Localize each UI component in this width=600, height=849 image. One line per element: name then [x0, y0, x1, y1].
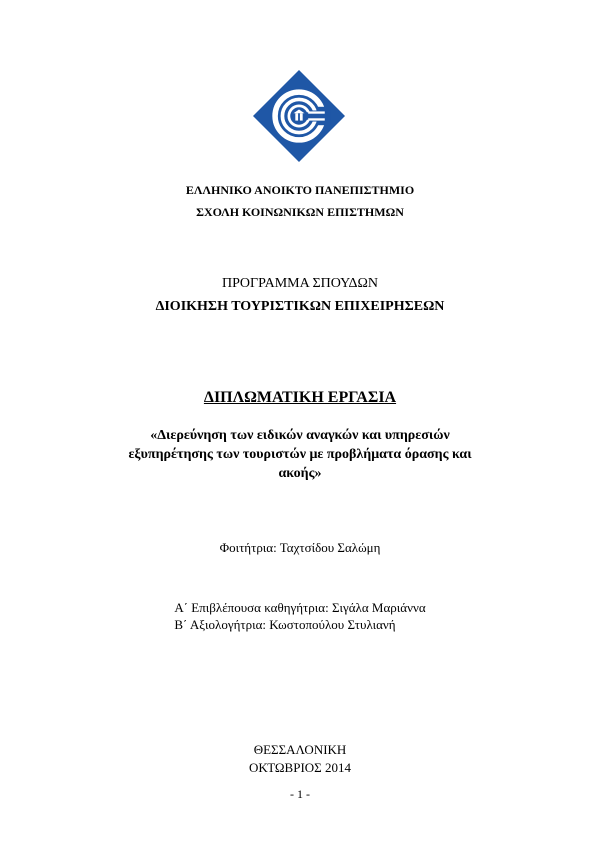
school-name: ΣΧΟΛΗ ΚΟΙΝΩΝΙΚΩΝ ΕΠΙΣΤΗΜΩΝ	[196, 205, 404, 219]
program-name: ΔΙΟΙΚΗΣΗ ΤΟΥΡΙΣΤΙΚΩΝ ΕΠΙΧΕΙΡΗΣΕΩΝ	[155, 299, 445, 314]
university-name: ΕΛΛΗΝΙΚΟ ΑΝΟΙΚΤΟ ΠΑΝΕΠΙΣΤΗΜΙΟ	[185, 183, 415, 197]
program-label: ΠΡΟΓΡΑΜΜΑ ΣΠΟΥΔΩΝ	[221, 276, 378, 291]
thesis-title-line-1: «Διερεύνηση των ειδικών αναγκών και υπηρεσιών	[150, 428, 450, 443]
thesis-title-line-2: εξυπηρέτησης των τουριστών με προβλήματα όρασης και	[128, 447, 472, 462]
thesis-title-line-3: ακοής»	[278, 466, 322, 481]
page-number: - 1 -	[290, 787, 310, 801]
committee-block	[0, 599, 600, 634]
examiner: Β΄ Αξιολογήτρια: Κωστοπούλου Στυλιανή	[174, 617, 396, 632]
university-emblem-icon	[253, 70, 345, 162]
supervisor: Α΄ Επιβλέπουσα καθηγήτρια: Σιγάλα Μαριάννα	[174, 600, 426, 615]
city: ΘΕΣΣΑΛΟΝΙΚΗ	[253, 742, 347, 757]
thesis-label: ΔΙΠΛΩΜΑΤΙΚΗ ΕΡΓΑΣΙΑ	[203, 389, 397, 406]
student-name: Φοιτήτρια: Ταχτσίδου Σαλώμη	[219, 540, 381, 555]
date: ΟΚΤΩΒΡΙΟΣ 2014	[248, 760, 351, 775]
